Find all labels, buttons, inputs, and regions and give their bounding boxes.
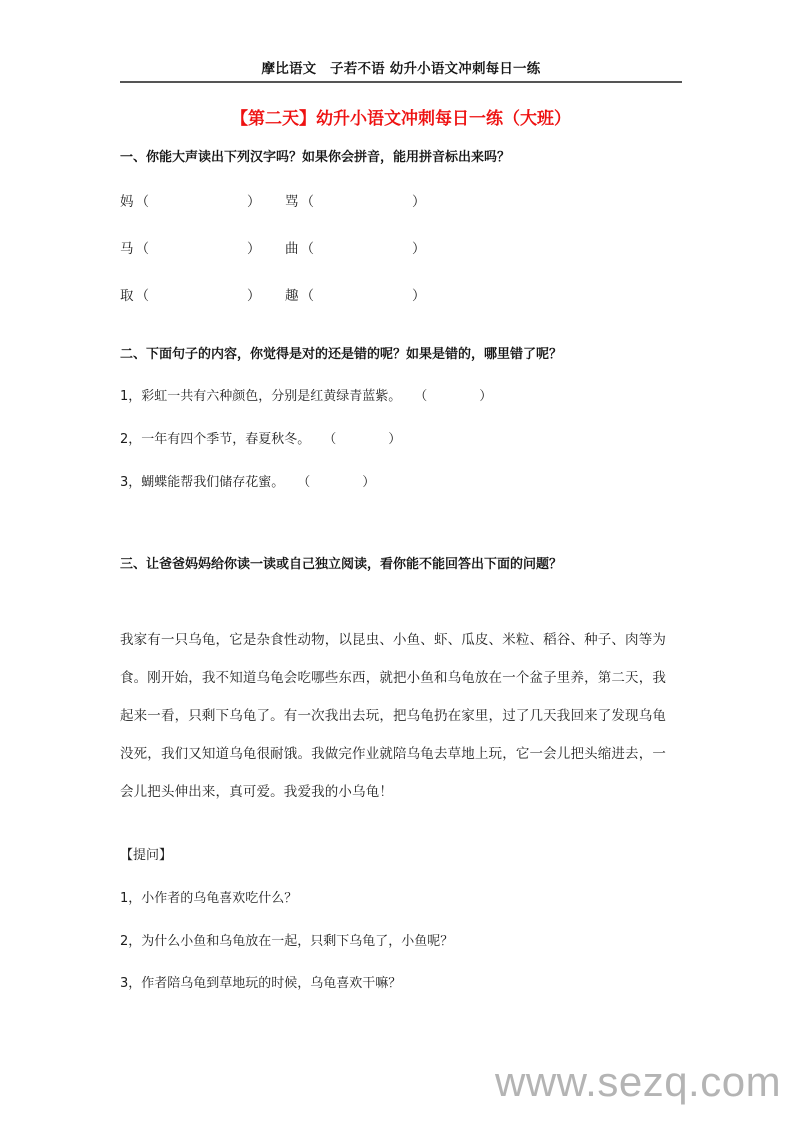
paren-open: （ xyxy=(300,241,314,257)
char-glyph: 妈 xyxy=(120,194,134,210)
passage-line-5: 会儿把头伸出来，真可爱。我爱我的小乌龟！ xyxy=(120,784,393,800)
passage-line-1: 我家有一只乌龟，它是杂食性动物，以昆虫、小鱼、虾、瓜皮、米粒、稻谷、种子、肉等为 xyxy=(120,632,666,648)
char-glyph: 趣 xyxy=(285,288,299,304)
section-two-item-3[interactable]: 3，蝴蝶能帮我们储存花蜜。 （ ） xyxy=(120,475,376,490)
paren-close: ） xyxy=(247,288,261,304)
paren-close: ） xyxy=(247,241,261,257)
section-three-heading: 三、让爸爸妈妈给你读一读或自己独立阅读，看你能不能回答出下面的问题？ xyxy=(120,557,563,572)
running-header: 摩比语文 子若不语 幼升小语文冲刺每日一练 xyxy=(261,61,541,77)
paren-close: ） xyxy=(247,194,261,210)
paren-close: ） xyxy=(412,288,426,304)
passage-line-4: 没死，我们又知道乌龟很耐饿。我做完作业就陪乌龟去草地上玩，它一会儿把头缩进去，一 xyxy=(120,746,666,762)
paren-open: （ xyxy=(300,288,314,304)
passage-line-3: 起来一看，只剩下乌龟了。有一次我出去玩，把乌龟扔在家里，过了几天我回来了发现乌龟 xyxy=(120,708,666,724)
char-exercise-row-3 xyxy=(120,284,682,306)
paren-close: ） xyxy=(412,194,426,210)
char-item-qu3 xyxy=(120,284,261,304)
paren-open: （ xyxy=(135,194,149,210)
page-title: 【第二天】幼升小语文冲刺每日一练（大班） xyxy=(231,109,571,129)
char-item-ma3 xyxy=(120,237,261,257)
char-item-ma4 xyxy=(285,190,426,210)
paren-open: （ xyxy=(300,194,314,210)
passage-line-2: 食。刚开始，我不知道乌龟会吃哪些东西，就把小鱼和乌龟放在一个盆子里养，第二天，我 xyxy=(120,670,666,686)
char-item-ma1 xyxy=(120,190,261,210)
char-glyph: 骂 xyxy=(285,194,299,210)
char-glyph: 马 xyxy=(120,241,134,257)
paren-close: ） xyxy=(412,241,426,257)
char-glyph: 曲 xyxy=(285,241,299,257)
section-two-heading: 二、下面句子的内容，你觉得是对的还是错的呢？如果是错的，哪里错了呢？ xyxy=(120,347,563,362)
char-exercise-row-1 xyxy=(120,190,682,212)
section-two-item-2[interactable]: 2，一年有四个季节，春夏秋冬。 （ ） xyxy=(120,432,402,447)
char-item-qu4 xyxy=(285,284,426,304)
section-one-heading: 一、你能大声读出下列汉字吗？如果你会拼音，能用拼音标出来吗？ xyxy=(120,150,511,165)
questions-label: 【提问】 xyxy=(120,848,173,863)
reading-question-3[interactable]: 3，作者陪乌龟到草地玩的时候，乌龟喜欢干嘛？ xyxy=(120,976,402,991)
site-watermark: www.sezq.com xyxy=(495,1058,782,1105)
paren-open: （ xyxy=(135,241,149,257)
reading-question-2[interactable]: 2，为什么小鱼和乌龟放在一起，只剩下乌龟了，小鱼呢？ xyxy=(120,934,454,949)
char-item-qu1 xyxy=(285,237,426,257)
section-two-item-1[interactable]: 1，彩虹一共有六种颜色，分别是红黄绿青蓝紫。 （ ） xyxy=(120,389,493,404)
reading-question-1[interactable]: 1，小作者的乌龟喜欢吃什么？ xyxy=(120,891,298,906)
char-glyph: 取 xyxy=(120,288,134,304)
paren-open: （ xyxy=(135,288,149,304)
header-divider-rule xyxy=(120,81,682,83)
char-exercise-row-2 xyxy=(120,237,682,259)
